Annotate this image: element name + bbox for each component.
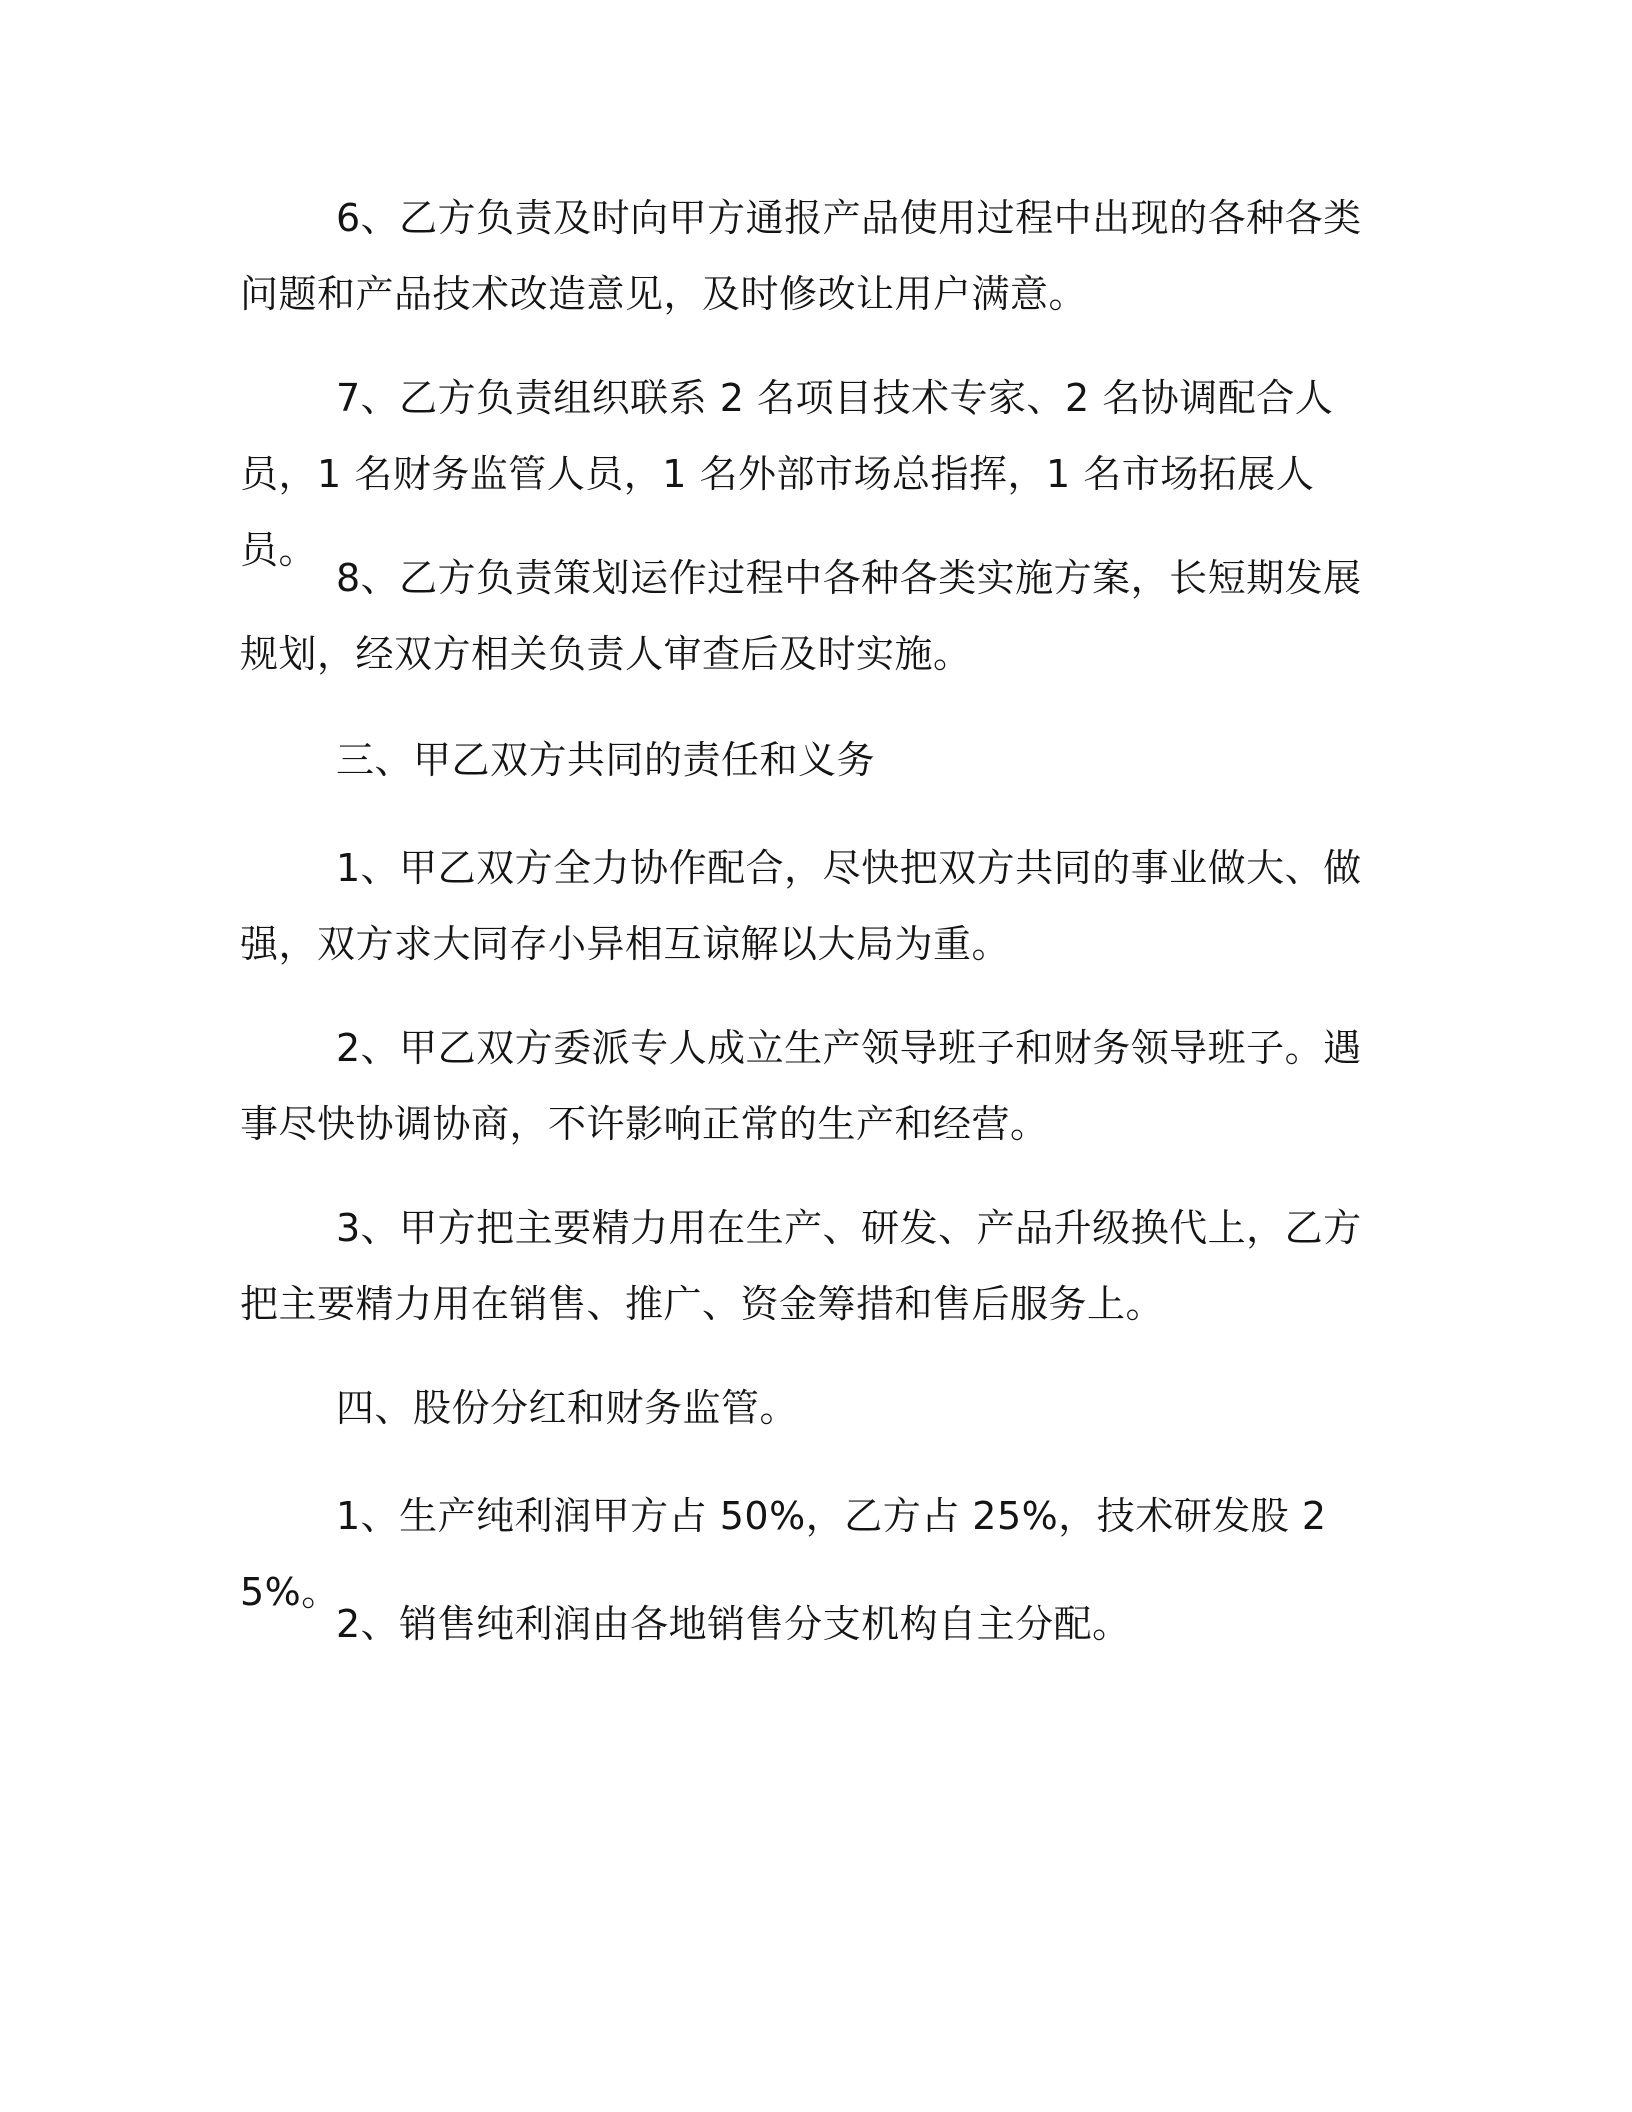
paragraph-joint-1: 1、甲乙双方全力协作配合，尽快把双方共同的事业做大、做强，双方求大同存小异相互谅解以大局为重。 (240, 846, 1362, 966)
paragraph-item-7: 7、乙方负责组织联系 2 名项目技术专家、2 名协调配合人员，1 名财务监管人员，1 名外部市场总指挥，1 名市场拓展人员。 (240, 376, 1334, 572)
paragraph-dividend-1: 1、生产纯利润甲方占 50%，乙方占 25%，技术研发股 25%。 (240, 1494, 1327, 1614)
paragraph-item-6: 6、乙方负责及时向甲方通报产品使用过程中出现的各种各类问题和产品技术改造意见，及时修改让用户满意。 (240, 196, 1362, 316)
section-heading-4: 四、股份分红和财务监管。 (336, 1386, 799, 1430)
paragraph-joint-2: 2、甲乙双方委派专人成立生产领导班子和财务领导班子。遇事尽快协调协商，不许影响正常的生产和经营。 (240, 1026, 1362, 1146)
paragraph-item-8: 8、乙方负责策划运作过程中各种各类实施方案，长短期发展规划，经双方相关负责人审查后及时实施。 (240, 556, 1362, 676)
paragraph-dividend-2: 2、销售纯利润由各地销售分支机构自主分配。 (336, 1602, 1131, 1646)
paragraph-joint-3: 3、甲方把主要精力用在生产、研发、产品升级换代上，乙方把主要精力用在销售、推广、资金筹措和售后服务上。 (240, 1206, 1362, 1326)
section-heading-3: 三、甲乙双方共同的责任和义务 (336, 738, 876, 782)
